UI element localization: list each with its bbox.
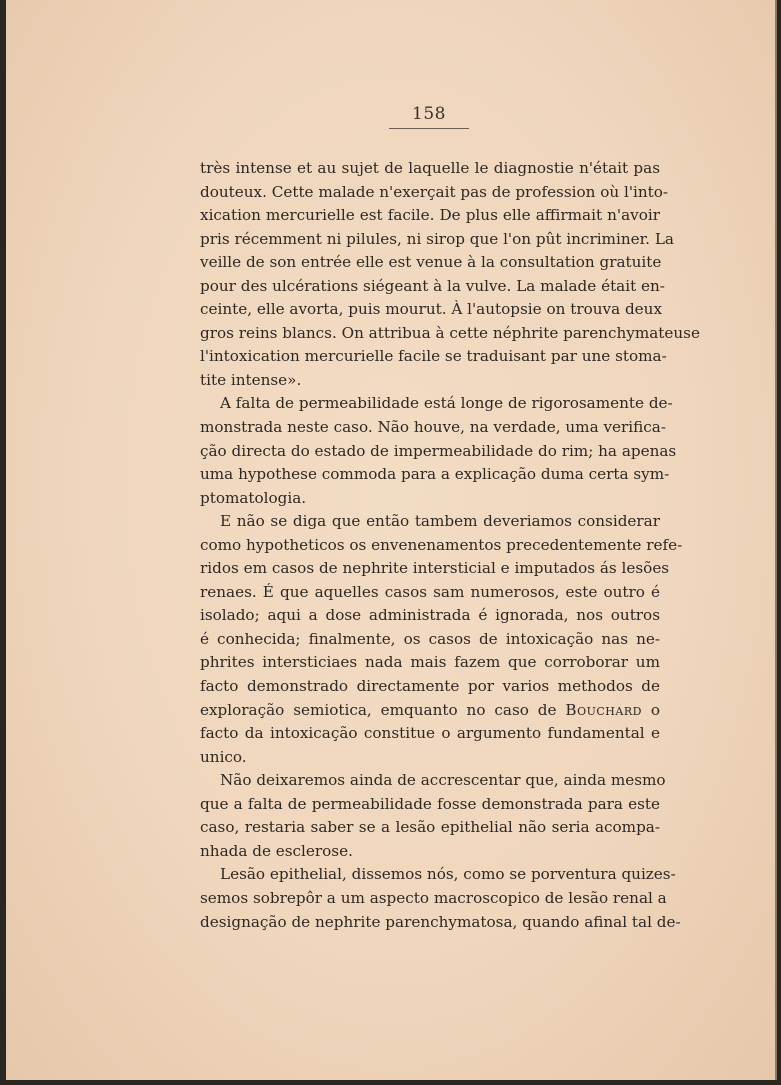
text-line: phrites intersticiaes nada mais fazem que corroborar um [200, 653, 660, 672]
text-line: facto demonstrado directamente por varios methodos de [200, 677, 660, 696]
text-line: tite intense». [200, 370, 302, 389]
text-line: designação de nephrite parenchymatosa, quando afinal tal de- [200, 912, 681, 931]
text-line: semos sobrepôr a um aspecto macroscopico de lesão renal a [200, 888, 667, 907]
text-line: exploração semiotica, emquanto no caso de Bouchard o [200, 700, 660, 719]
author-name-smallcaps: Bouchard [565, 700, 642, 719]
text-line: pour des ulcérations siégeant à la vulve. La malade était en- [200, 276, 665, 295]
page-number: 158 [412, 104, 446, 124]
text-line: xication mercurielle est facile. De plus elle affirmait n'avoir [200, 206, 660, 225]
text-line: l'intoxication mercurielle facile se traduisant par une stoma- [200, 347, 667, 366]
text-line: que a falta de permeabilidade fosse demonstrada para este [200, 794, 660, 813]
text-line: caso, restaria saber se a lesão epithelial não seria acompa- [200, 818, 660, 837]
text-line: é conhecida; finalmente, os casos de intoxicação nas ne- [200, 629, 660, 648]
text-line: como hypotheticos os envenenamentos precedentemente refe- [200, 535, 683, 554]
text-line: A falta de permeabilidade está longe de rigorosamente de- [220, 394, 673, 413]
text-line: isolado; aqui a dose administrada é ignorada, nos outros [200, 606, 660, 625]
book-page [6, 0, 777, 1080]
text-line: unico. [200, 747, 247, 766]
text-line: nhada de esclerose. [200, 841, 353, 860]
text-line: facto da intoxicação constitue o argumento fundamental e [200, 724, 660, 743]
text-line: gros reins blancs. On attribua à cette néphrite parenchymateuse [200, 323, 700, 342]
text-line: monstrada neste caso. Não houve, na verdade, uma verifica- [200, 418, 666, 437]
text-line: Lesão epithelial, dissemos nós, como se porventura quizes- [220, 865, 676, 884]
page-number-rule [389, 128, 469, 129]
text-line: douteux. Cette malade n'exerçait pas de profession où l'into- [200, 182, 669, 201]
text-line: renaes. É que aquelles casos sam numerosos, este outro é [200, 582, 660, 601]
text-line: E não se diga que então tambem deveriamos considerar [220, 512, 660, 531]
text-line: ção directa do estado de impermeabilidade do rim; ha apenas [200, 441, 677, 460]
text-line: très intense et au sujet de laquelle le diagnostie n'était pas [200, 159, 660, 177]
text-line: ceinte, elle avorta, puis mourut. À l'autopsie on trouva deux [200, 300, 663, 319]
text-line: uma hypothese commoda para a explicação duma certa sym- [200, 465, 670, 484]
text-line: ridos em casos de nephrite intersticial e imputados ás lesões [200, 559, 670, 578]
text-line: Não deixaremos ainda de accrescentar que, ainda mesmo [220, 771, 666, 790]
text-line: veille de son entrée elle est venue à la consultation gratuite [200, 253, 662, 272]
text-line: pris récemment ni pilules, ni sirop que l'on pût incriminer. La [200, 229, 674, 248]
body-text [200, 157, 700, 934]
text-line: ptomatologia. [200, 488, 307, 507]
